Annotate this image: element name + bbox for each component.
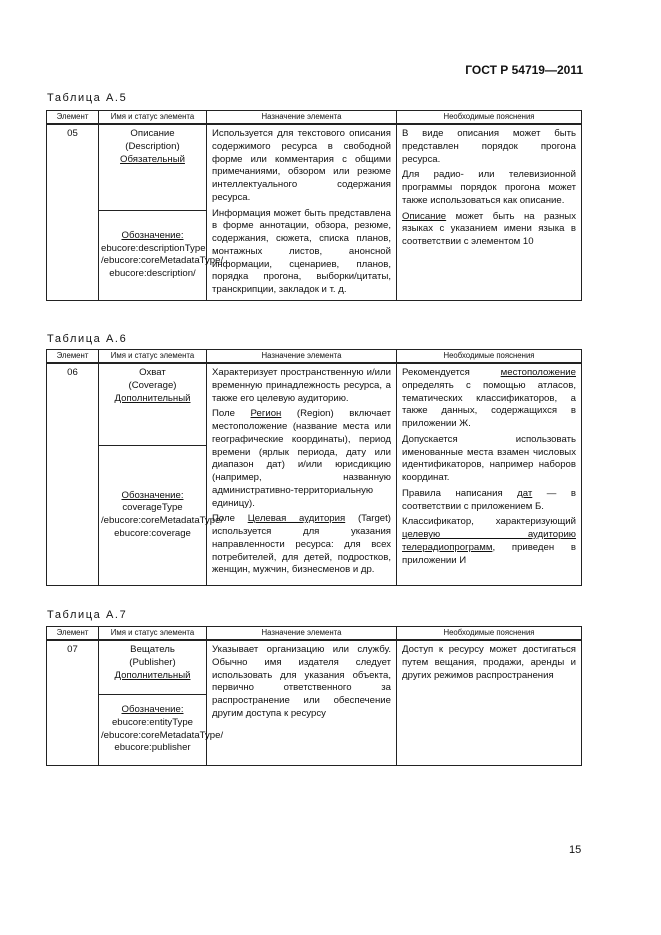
table-a5 xyxy=(46,110,582,301)
col-header-purpose: Назначение элемента xyxy=(207,350,397,364)
note-text: Рекомендуется xyxy=(402,367,501,378)
purpose-paragraph xyxy=(212,513,391,577)
element-name-status xyxy=(99,640,207,694)
table-a6-caption: Таблица А.6 xyxy=(47,333,128,345)
col-header-purpose: Назначение элемента xyxy=(207,111,397,125)
element-name-status xyxy=(99,124,207,211)
element-purpose xyxy=(207,363,397,585)
purpose-paragraph: Характеризует пространственную и/или временную принадлежность ресурса, а также его целевую аудиторию. xyxy=(212,367,391,404)
element-notes xyxy=(397,640,582,765)
col-header-purpose: Назначение элемента xyxy=(207,627,397,641)
purpose-underlined-term: Целевая аудитория xyxy=(247,513,346,525)
designation-label: Обозначение: xyxy=(121,704,184,715)
table-a7 xyxy=(46,626,582,766)
col-header-element: Элемент xyxy=(47,350,99,364)
purpose-paragraph xyxy=(212,408,391,510)
element-notes xyxy=(397,124,582,300)
designation-line: ebucore:coverage xyxy=(114,527,191,539)
col-header-name-status: Имя и статус элемента xyxy=(99,627,207,641)
table-a6 xyxy=(46,349,582,586)
col-header-name-status: Имя и статус элемента xyxy=(99,350,207,364)
element-status: Дополнительный xyxy=(114,392,191,404)
note-paragraph xyxy=(402,516,576,567)
element-name-en: (Coverage) xyxy=(128,379,177,391)
element-designation xyxy=(99,445,224,585)
element-name: Охват xyxy=(139,367,166,378)
page-number: 15 xyxy=(569,844,582,856)
note-paragraph: В виде описания может быть представлен порядок прогона ресурса. xyxy=(402,128,576,165)
designation-line: ebucore:publisher xyxy=(114,742,191,754)
designation-line: ebucore:descriptionType xyxy=(101,242,206,254)
col-header-element: Элемент xyxy=(47,627,99,641)
purpose-text: Поле xyxy=(212,513,248,525)
purpose-text: Поле xyxy=(212,408,251,420)
note-paragraph: Для радио- или телевизионной программы порядок прогона может также использоваться как описание. xyxy=(402,169,576,206)
table-a7-caption: Таблица А.7 xyxy=(47,609,128,621)
element-name-en: (Publisher) xyxy=(129,656,176,668)
designation-label: Обозначение: xyxy=(121,489,184,501)
note-text: , приведен в приложении И xyxy=(402,541,576,566)
element-name-status xyxy=(99,363,207,445)
col-header-notes: Необходимые пояснения xyxy=(397,627,582,641)
purpose-paragraph: Информация может быть представлена в форме аннотации, обзора, резюме, содержания, сюжета, списка планов, монтажных листов, анонсной информации, сценариев, планов, порядка прогона, выборки/цитаты, транскрипции, закладок и т. д. xyxy=(212,207,391,295)
element-number: 06 xyxy=(47,363,99,585)
note-paragraph xyxy=(402,488,576,514)
note-text: может быть на разных языках с указанием имени языка в соответствии с элементом 10 xyxy=(402,210,576,247)
note-underlined-term: дат xyxy=(517,487,533,499)
designation-line: coverageType xyxy=(122,502,183,514)
element-number: 05 xyxy=(47,124,99,300)
element-name-en: (Description) xyxy=(125,140,180,152)
element-name: Описание xyxy=(130,128,175,139)
purpose-paragraph: Указывает организацию или службу. Обычно имя издателя следует использовать для указания объекта, первично ответственного за распространение или обеспечение другим доступа к ресурсу xyxy=(212,644,391,719)
element-number: 07 xyxy=(47,640,99,765)
designation-line: ebucore:entityType xyxy=(111,716,194,728)
col-header-name-status: Имя и статус элемента xyxy=(99,111,207,125)
note-paragraph xyxy=(402,367,576,431)
col-header-notes: Необходимые пояснения xyxy=(397,350,582,364)
element-status: Обязательный xyxy=(120,153,185,165)
note-paragraph: Доступ к ресурсу может достигаться путем вещания, продажи, аренды и других режимов распространения xyxy=(402,644,576,681)
purpose-underlined-term: Регион xyxy=(250,408,282,420)
element-purpose xyxy=(207,640,397,765)
designation-label: Обозначение: xyxy=(121,229,184,241)
table-a5-caption: Таблица А.5 xyxy=(47,92,128,104)
note-text: — в соответствии с приложением Б. xyxy=(402,487,576,512)
table-header-row xyxy=(47,350,582,364)
note-paragraph xyxy=(402,211,576,249)
element-notes xyxy=(397,363,582,585)
element-designation xyxy=(99,694,224,765)
table-header-row xyxy=(47,627,582,641)
table-header-row xyxy=(47,111,582,125)
standard-designation: ГОСТ Р 54719—2011 xyxy=(465,63,583,77)
note-underlined-term: целевую аудиторию телерадиопрограмм xyxy=(402,529,576,553)
note-text: Правила написания xyxy=(402,487,518,499)
note-underlined-term: Описание xyxy=(402,210,447,222)
purpose-text: (Region) включает местоположение (название места или географические координаты), период времени (ярлык периода, дату или диапазон дат) и/или юрисдикцию (например, названную административно-территориальную единицу). xyxy=(212,408,391,509)
designation-line: /ebucore:coreMetadataType/ xyxy=(101,255,224,267)
element-status: Дополнительный xyxy=(114,669,191,681)
purpose-text: (Target) используется для указания направленности ресурса: для всех потребителей, для детей, подростков, женщин, мужчин, бизнесменов и др. xyxy=(212,513,391,576)
note-underlined-term: местоположение xyxy=(500,367,576,378)
element-purpose xyxy=(207,124,397,300)
purpose-paragraph: Используется для текстового описания содержимого ресурса в свободной форме или комментария с общими примечаниями, обзором или резюме интеллектуального содержания ресурса. xyxy=(212,128,391,203)
designation-line: /ebucore:coreMetadataType/ xyxy=(101,515,224,526)
element-name: Вещатель xyxy=(130,644,175,655)
note-text: Классификатор, характеризующий xyxy=(402,516,576,528)
col-header-element: Элемент xyxy=(47,111,99,125)
designation-line: ebucore:description/ xyxy=(109,268,196,280)
designation-line: /ebucore:coreMetadataType/ xyxy=(101,729,224,741)
col-header-notes: Необходимые пояснения xyxy=(397,111,582,125)
element-designation xyxy=(99,211,224,301)
note-text: определять с помощью атласов, тематических классификаторов, а также данных, содержащихся в приложении Ж. xyxy=(402,379,576,429)
note-paragraph: Допускается использовать именованные места взамен числовых идентификаторов, например наборов координат. xyxy=(402,433,576,483)
